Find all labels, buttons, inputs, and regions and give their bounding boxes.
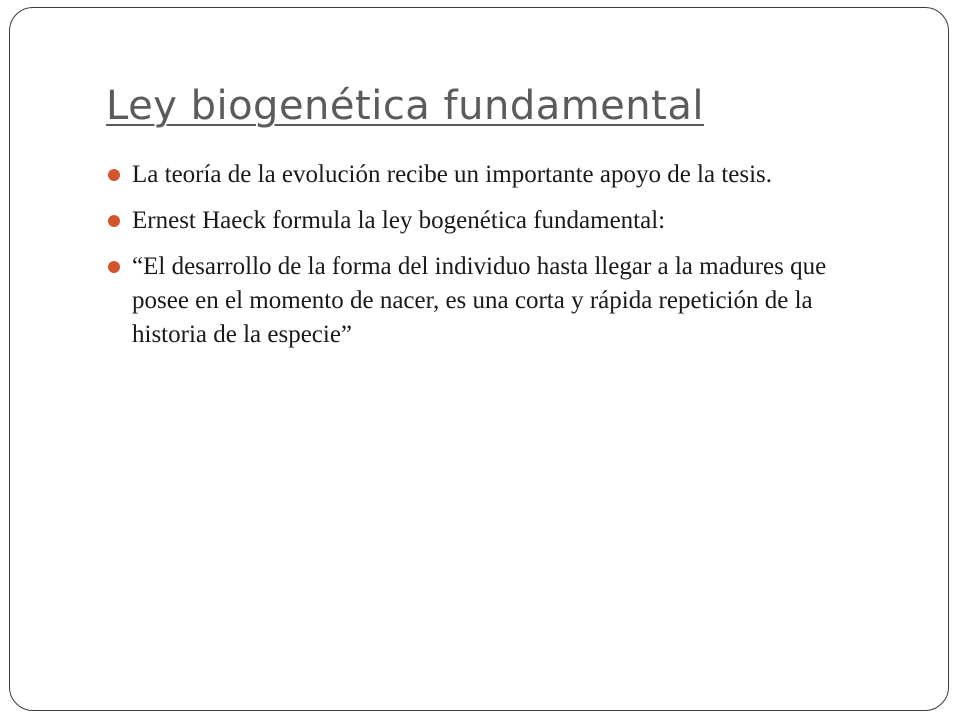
bullet-item bbox=[106, 204, 881, 238]
bullet-item bbox=[106, 250, 881, 352]
slide-title: Ley biogenética fundamental bbox=[106, 83, 704, 129]
bullet-item bbox=[106, 158, 881, 192]
bullet-text: La teoría de la evolución recibe un importante apoyo de la tesis. bbox=[132, 161, 773, 188]
bullet-dot-icon bbox=[108, 169, 120, 181]
bullet-dot-icon bbox=[108, 215, 120, 227]
bullet-text: Ernest Haeck formula la ley bogenética fundamental: bbox=[132, 207, 666, 234]
bullet-dot-icon bbox=[108, 261, 120, 273]
bullet-list bbox=[106, 158, 881, 364]
bullet-text: “El desarrollo de la forma del individuo hasta llegar a la madures que posee en el momento de nacer, es una corta y rápida repetición de la historia de la especie” bbox=[132, 253, 827, 348]
